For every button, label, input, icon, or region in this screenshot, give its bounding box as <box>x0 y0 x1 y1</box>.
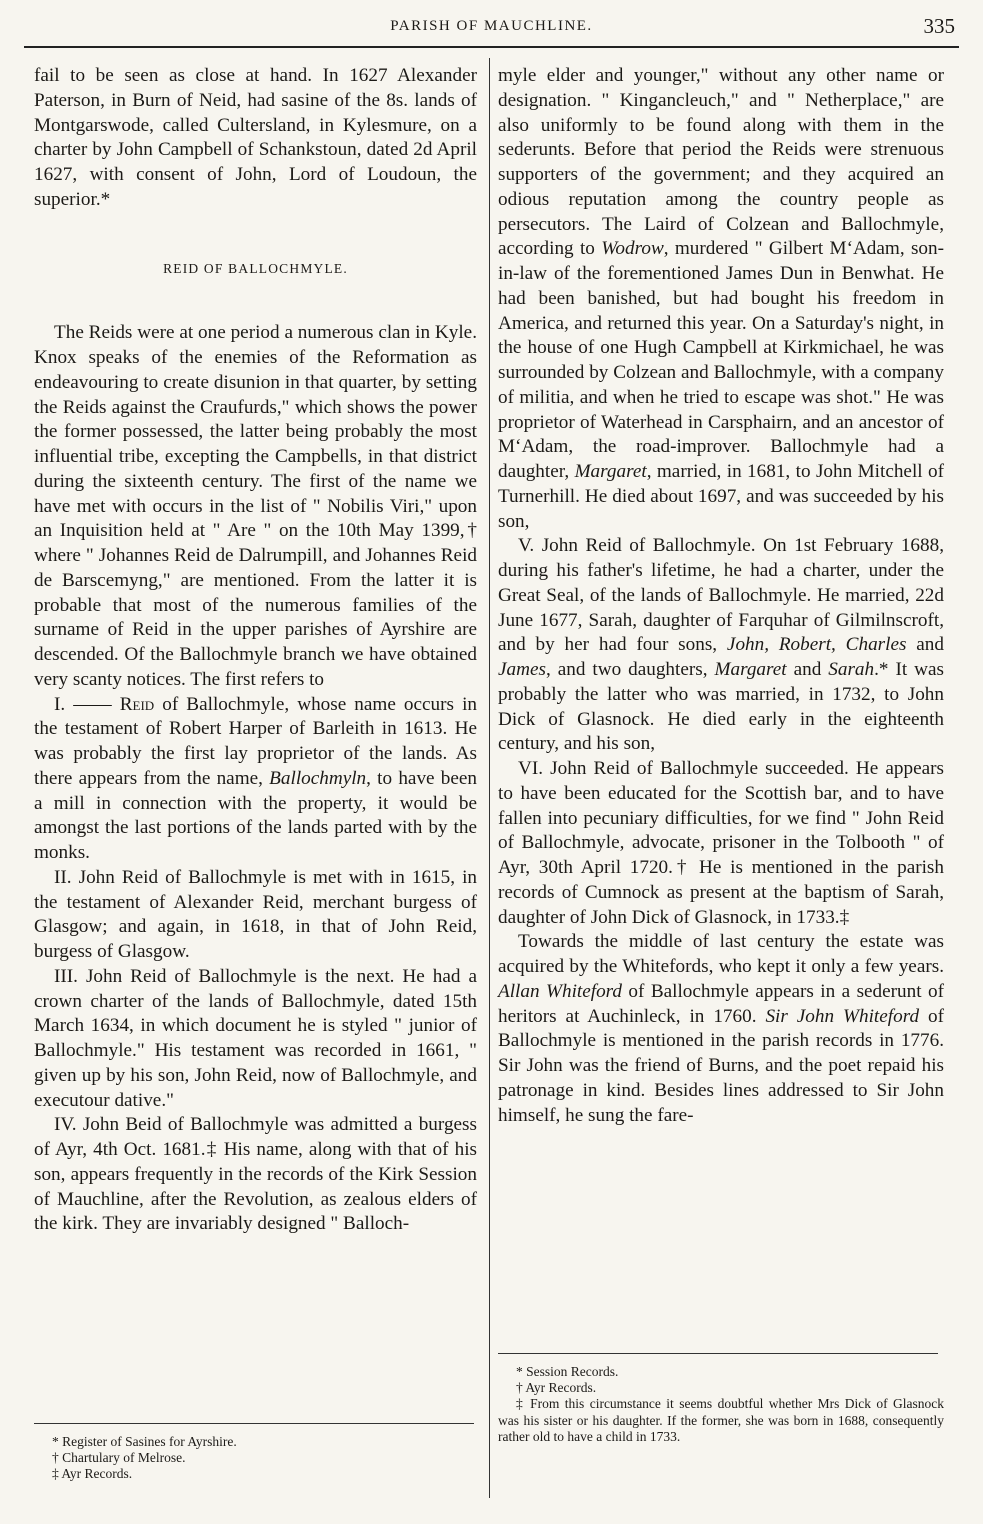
header-rule <box>24 46 959 48</box>
left-column <box>34 64 477 1237</box>
continuation-text-c: , married, in 1681, to John Mitchell of Turnerhill. He died about 1697, and was succeeded by his son, <box>498 461 944 532</box>
column-divider <box>489 58 490 1498</box>
whitefords-allan: Allan Whiteford <box>498 980 623 1002</box>
whitefords-text-a: Towards the middle of last century the estate was acquired by the Whitefords, who kept it only a few years. <box>498 931 944 977</box>
generation-v-text-c: .* It was probably the latter who was married, in 1732, to John Dick of Glasnock. He died early in the eighteenth century, and his son, <box>498 659 944 755</box>
whitefords-sir-john: Sir John Whiteford <box>765 1005 920 1027</box>
paragraph-generation-vi: VI. John Reid of Ballochmyle succeeded. He appears to have been educated for the Scottish bar, and to have fallen into pecuniary difficulties, for we find " John Reid of Ballochmyle, advocate, prisoner in the Tolbooth " of Ayr, 30th April 1720.† He is mentioned in the parish records of Cumnock as present at the baptism of Sarah, daughter of John Dick of Glasnock, in 1733.‡ <box>498 758 944 928</box>
paragraph-continuation <box>498 64 944 534</box>
continuation-wodrow: Wodrow <box>601 238 664 260</box>
generation-v-james: James <box>498 659 546 680</box>
generation-i-prefix: I. —— <box>54 693 120 715</box>
section-heading: REID OF BALLOCHMYLE. <box>163 260 348 276</box>
footnote-rule-right <box>498 1353 938 1354</box>
continuation-text-a: myle elder and younger," without any other name or designation. " Kingancleuch," and " Netherplace," are also uniformly to be found along with them in the sederunts. Before that period the Reids were strenuous supporters of the government; and they acquired an odious reputation among the country people as persecutors. The Laird of Colzean and Ballochmyle, according to <box>498 65 944 260</box>
footnote: ‡ Ayr Records. <box>52 1466 133 1482</box>
generation-v-text-a: V. John Reid of Ballochmyle. On 1st February 1688, during his father's lifetime, he had a charter, under the Great Seal, of the lands of Ballochmyle. He married, 22d June 1677, Sarah, daughter of Farquhar of Gilmilnscroft, and by her had four sons, <box>498 535 944 656</box>
paragraph-whitefords <box>498 930 944 1128</box>
paragraph-generation-i <box>34 693 477 866</box>
footnote: * Session Records. <box>516 1364 619 1379</box>
footnote: * Register of Sasines for Ayrshire. <box>52 1434 237 1449</box>
paragraph-intro: fail to be seen as close at hand. In 1627 Alexander Paterson, in Burn of Neid, had sasine of the 8s. lands of Montgarswode, called Cultersland, in Kylesmure, on a charter by John Campbell of Schankstoun, dated 2d April 1627, with consent of John, Lord of Loudoun, the superior.* <box>34 65 477 210</box>
paragraph-generation-iv: IV. John Beid of Ballochmyle was admitted a burgess of Ayr, 4th Oct. 1681.‡ His name, along with that of his son, appears frequently in the records of the Kirk Session of Mauchline, after the Revolution, as zealous elders of the kirk. They are invariably designed " Balloch- <box>34 1114 477 1235</box>
paragraph-generation-iii: III. John Reid of Ballochmyle is the next. He had a crown charter of the lands of Ballochmyle, dated 15th March 1634, in which document he is styled " junior of Ballochmyle." His testament was recorded in 1661, " given up by his son, John Reid, now of Ballochmyle, and executour dative." <box>34 965 477 1111</box>
footnotes-right <box>498 1353 944 1445</box>
generation-v-and-2: and <box>786 659 829 680</box>
generation-i-text-b: , to have been a mill in connection with the property, it would be amongst the last portions of the lands parted with by the monks. <box>34 767 477 863</box>
generation-v-margaret: Margaret <box>714 659 787 680</box>
footnote: ‡ From this circumstance it seems doubtful whether Mrs Dick of Glasnock was his sister or his daughter. If the former, she was born in 1688, consequently rather old to have a child in 1733. <box>498 1396 944 1444</box>
generation-v-text-b: , and two daughters, <box>545 659 715 680</box>
running-title: PARISH OF MAUCHLINE. <box>390 18 593 34</box>
generation-i-text-a: of Ballochmyle, whose name occurs in the testament of Robert Harper of Barleith in 1613. He was probably the first lay proprietor of the lands. As there appears from the name, <box>34 693 477 789</box>
generation-v-and-1: and <box>906 634 944 656</box>
footnote-rule-left <box>34 1423 474 1424</box>
whitefords-text-b: of Ballochmyle appears in a sederunt of heritors at Auchinleck, in 1760. <box>498 980 944 1027</box>
continuation-text-b: , murdered " Gilbert M‘Adam, son-in-law of the forementioned James Dun in Benwhat. He had been banished, but had bought his freedom in America, and returned this year. On a Saturday's night, in the house of one Hugh Campbell at Kirkmichael, he was surrounded by Colzean and Ballochmyle, with a company of militia, and when he tried to escape was shot." He was proprietor of Waterhead in Carsphairn, and an ancestor of M‘Adam, the road-improver. Ballochmyle had a daughter, <box>498 238 944 482</box>
paragraph-generation-v <box>498 534 944 757</box>
right-column <box>498 64 944 1128</box>
generation-i-place: Ballochmyln <box>269 767 367 789</box>
footnotes-left <box>34 1423 474 1483</box>
footnote: † Ayr Records. <box>516 1380 597 1396</box>
generation-i-name: Reid <box>119 693 155 715</box>
continuation-margaret: Margaret <box>574 461 647 482</box>
generation-v-sarah: Sarah <box>828 659 875 680</box>
generation-v-sons: John, Robert, Charles <box>726 634 907 656</box>
page-number: 335 <box>923 14 955 38</box>
page-header <box>0 14 983 52</box>
paragraph-reids: The Reids were at one period a numerous clan in Kyle. Knox speaks of the enemies of the Reformation as endeavouring to create disunion in that quarter, by setting the Reids against the Craufurds," which shows the power the former possessed, the latter being probably the most influential tribe, excepting the Campbells, in that district during the sixteenth century. The first of the name we have met with occurs in the list of " Nobilis Viri," upon an Inquisition held at " Are " on the 10th May 1399,† where " Johannes Reid de Dalrumpill, and Johannes Reid de Barscemyng," are mentioned. From the latter it is probable that most of the numerous families of the surname of Reid in the upper parishes of Ayrshire are descended. Of the Ballochmyle branch we have obtained very scanty notices. The first refers to <box>34 322 477 690</box>
footnote: † Chartulary of Melrose. <box>52 1450 186 1466</box>
whitefords-text-c: of Ballochmyle is mentioned in the parish records in 1776. Sir John was the friend of Burns, and the poet repaid his patronage in kind. Besides lines addressed to Sir John himself, he sung the fare- <box>498 1005 944 1126</box>
paragraph-generation-ii: II. John Reid of Ballochmyle is met with in 1615, in the testament of Alexander Reid, merchant burgess of Glasgow; and again, in 1618, in that of John Reid, burgess of Glasgow. <box>34 866 477 962</box>
